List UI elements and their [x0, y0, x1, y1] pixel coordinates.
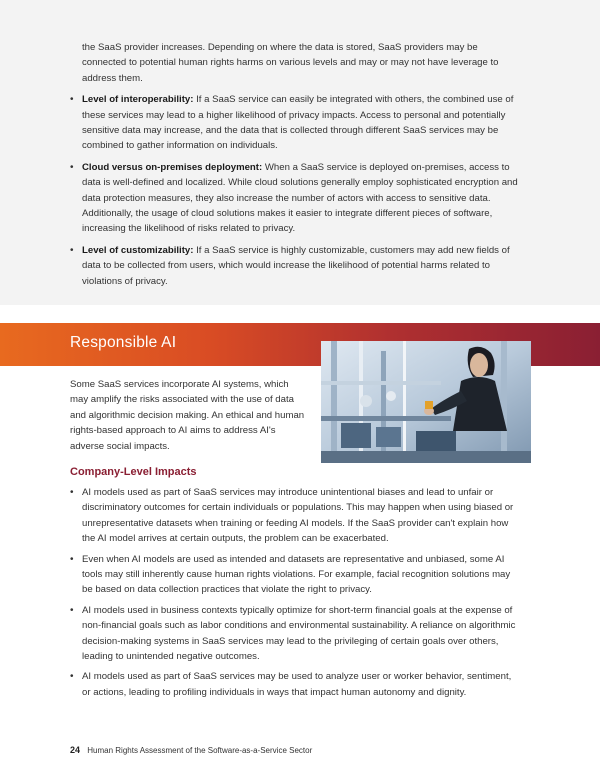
- list-item: • AI models used in business contexts typically optimize for short-term financial goals at the expense of non-financial goals such as labor conditions and environmental sustainability. A reliance on algorithmic decision-making systems in SaaS services may lead to the privileging of certain goals over others, leading to unintended negative outcomes.: [70, 603, 520, 665]
- list-item: [70, 243, 520, 289]
- list-item: [70, 160, 520, 237]
- bullet-term: Level of customizability:: [82, 244, 194, 256]
- bullet-text: When a SaaS service is deployed on-premises, access to data is well-defined and localized. While cloud solutions generally employ sophisticated encryption and data protection measures, they also increase the number of actors with access to sensitive data. Additionally, the usage of cloud solutions makes it easier to integrate different pieces of software, increasing the likelihood of risks related to privacy.: [82, 161, 518, 235]
- list-item: [70, 92, 520, 154]
- page-number: 24: [70, 745, 81, 755]
- bullet-text: If a SaaS service is highly customizable, customers may add new fields of data to be collected from users, which would increase the likelihood of potential harms related to violations of privacy.: [82, 244, 510, 287]
- privacy-factors-content: [70, 40, 520, 295]
- privacy-factors-list: [70, 92, 520, 289]
- bullet-term: Cloud versus on-premises deployment:: [82, 161, 263, 173]
- continued-paragraph: the SaaS provider increases. Depending on where the data is stored, SaaS providers may be connected to potential human rights harms on various levels and may or may not have leverage to address them.: [82, 42, 499, 84]
- company-level-impacts-heading: Company-Level Impacts: [70, 466, 197, 478]
- ai-impacts-list: [70, 485, 520, 705]
- privacy-factors-section: [0, 0, 600, 305]
- list-item: • AI models used as part of SaaS services may introduce unintentional biases and lead to unfair or discriminatory outcomes for certain individuals or populations. This may happen when using biased or unrepresentative datasets when training or feeding AI models. If the SaaS provider can't explain how the AI model arrives at certain outputs, the problem can be exacerbated.: [70, 485, 520, 547]
- document-title: Human Rights Assessment of the Software-as-a-Service Sector: [87, 746, 313, 755]
- page-footer: [70, 745, 312, 755]
- bullet-text: If a SaaS service can easily be integrated with others, the combined use of these services may lead to a higher likelihood of privacy impacts. Access to personal and potentially sensitive data may increase, and the data that is collected through different SaaS services may be combined to gather information on individuals.: [82, 94, 514, 152]
- list-item: • Even when AI models are used as intended and datasets are representative and unbiased, some AI tools may still inherently cause human rights violations. For example, facial recognition solutions may be based on data collection practices that violate the right to privacy.: [70, 552, 520, 598]
- ai-intro-paragraph: Some SaaS services incorporate AI systems, which may amplify the risks associated with the use of data and algorithmic decision making. An ethical and human rights-based approach to AI aims to address AI's adverse social impacts.: [70, 379, 305, 452]
- list-item: • AI models used as part of SaaS services may be used to analyze user or worker behavior, sentiment, or actions, leading to profiling individuals in ways that impact human autonomy and dignity.: [70, 669, 520, 700]
- bullet-term: Level of interoperability:: [82, 94, 194, 106]
- photo-illustration: [321, 341, 531, 463]
- section-title: Responsible AI: [70, 334, 177, 351]
- lab-worker-photo: [321, 341, 531, 463]
